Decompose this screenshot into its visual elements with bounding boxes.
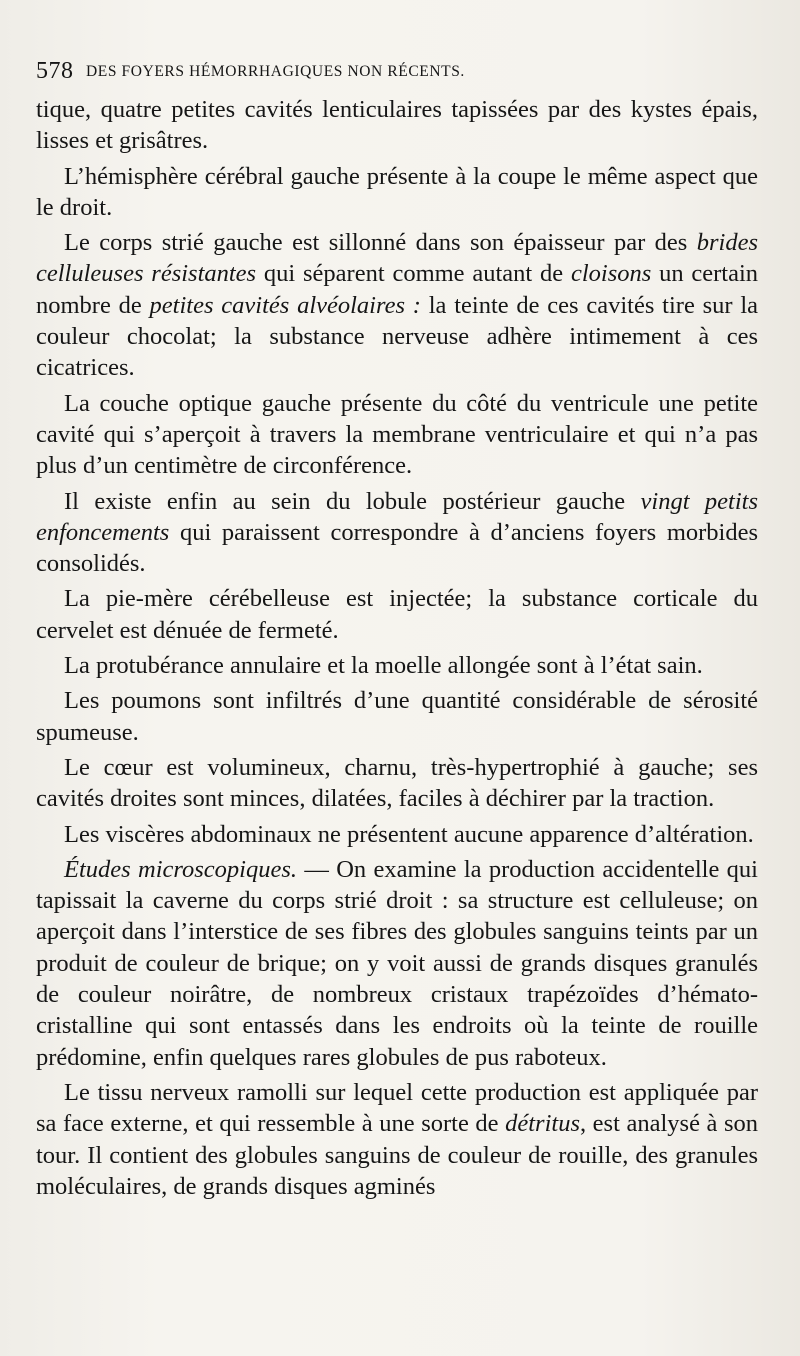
body-text — [36, 94, 758, 1202]
italic-text: Études microscopiques. — [64, 855, 298, 883]
text-run: la teinte de ces cavités tire sur la couleur chocolat; la substance nerveuse adhère intimement à ces cicatrices. — [36, 291, 758, 382]
paragraph — [36, 486, 758, 580]
text-run: Le cœur est volumineux, charnu, très-hypertrophié à gauche; ses cavités droites sont minces, dilatées, faciles à déchirer par la traction. — [36, 753, 758, 813]
paragraph — [36, 388, 758, 482]
text-run: — On examine la production accidentelle qui tapissait la caverne du corps strié droit : sa structure est celluleuse; on aperçoit dans l’interstice de ses fibres des globules sanguins teints par un produit de couleur de brique; on y voit aussi de grands disques granulés de couleur noirâtre, de nombreux cristaux trapézoïdes d’hémato-cristalline qui sont entassés dans les endroits où la teinte de rouille prédomine, enfin quelques rares globules de pus raboteux. — [36, 855, 758, 1071]
text-run: qui paraissent correspondre à d’anciens foyers morbides consolidés. — [36, 518, 758, 578]
italic-text: brides celluleuses résistantes — [36, 229, 758, 288]
paragraph — [36, 819, 758, 850]
text-run: tique, quatre petites cavités lenticulaires tapissées par des kystes épais, lisses et grisâtres. — [36, 96, 758, 155]
text-run: Il existe enfin au sein du lobule postérieur gauche — [64, 487, 641, 515]
text-run: La protubérance annulaire et la moelle allongée sont à l’état sain. — [64, 652, 703, 680]
paragraph — [36, 94, 758, 157]
paragraph — [36, 854, 758, 1073]
text-run: L’hémisphère cérébral gauche présente à la coupe le même aspect que le droit. — [36, 162, 758, 221]
paragraph — [36, 685, 758, 748]
italic-text: cloisons — [570, 260, 652, 288]
text-run: La couche optique gauche présente du côté du ventricule une petite cavité qui s’aperçoit à travers la membrane ventriculaire et qui n’a pas plus d’un centimètre de circonférence. — [36, 389, 758, 480]
text-run: Le corps strié gauche est sillonné dans son épaisseur par des — [64, 229, 697, 257]
paragraph — [36, 650, 758, 681]
text-run: Les poumons sont infiltrés d’une quantité considérable de sérosité spumeuse. — [36, 687, 758, 746]
text-run: , est analysé à son tour. Il contient des globules sanguins de couleur de rouille, des granules moléculaires, de grands disques agminés — [36, 1110, 758, 1200]
text-run: Le tissu nerveux ramolli sur lequel cette production est appliquée par sa face externe, et qui ressemble à une sorte de — [36, 1078, 758, 1138]
text-run: Les viscères abdominaux ne présentent aucune apparence d’altération. — [64, 820, 754, 848]
text-run: La pie-mère cérébelleuse est injectée; la substance corticale du cervelet est dénuée de fermeté. — [36, 585, 758, 644]
running-head: DES FOYERS HÉMORRHAGIQUES NON RÉCENTS. — [86, 63, 465, 80]
paragraph — [36, 161, 758, 224]
paragraph — [36, 1077, 758, 1202]
paragraph — [36, 227, 758, 383]
italic-text: détritus — [505, 1110, 580, 1138]
paragraph — [36, 583, 758, 646]
page-number: 578 — [36, 58, 74, 84]
text-run: qui séparent comme autant de — [256, 260, 571, 288]
page-header — [36, 58, 766, 88]
italic-text: petites cavités alvéolaires : — [149, 291, 421, 319]
text-run: un certain nombre de — [36, 260, 759, 319]
italic-text: vingt petits enfoncements — [36, 487, 758, 546]
paragraph — [36, 752, 758, 815]
